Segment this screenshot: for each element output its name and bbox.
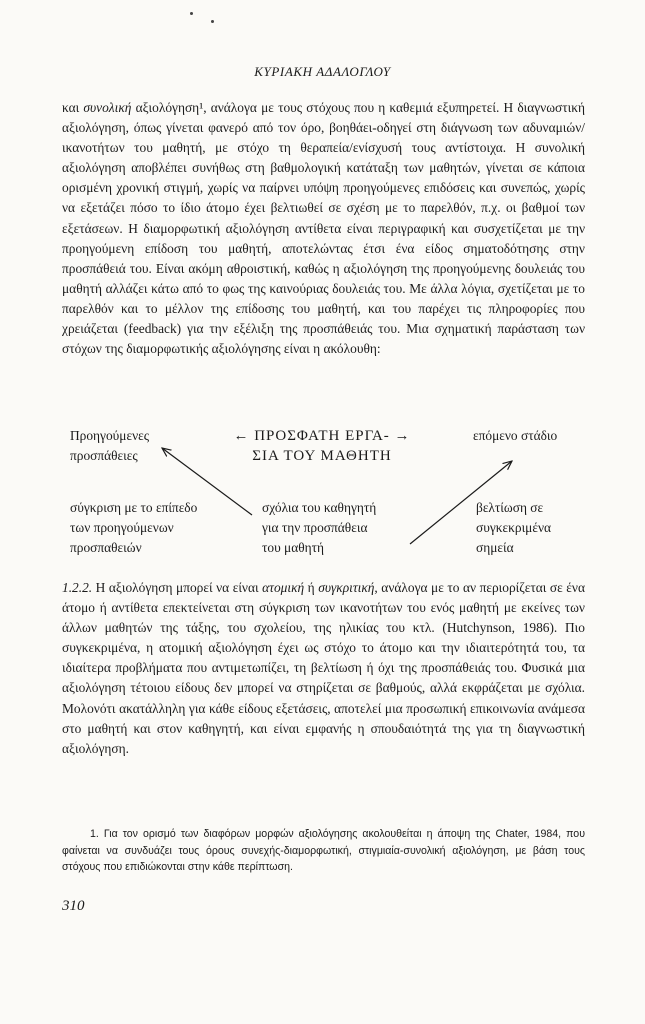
diagram-recent-student-work: ← ΠΡΟΣΦΑΤΗ ΕΡΓΑ- → ΣΙΑ ΤΟΥ ΜΑΘΗΤΗ: [233, 428, 411, 464]
emphasis-synoliki: συνολική: [83, 100, 132, 115]
paragraph-2: [62, 578, 585, 759]
running-header: ΚΥΡΙΑΚΗ ΑΔΑΛΟΓΛΟΥ: [254, 64, 391, 79]
emphasis-sygkritiki: συγκριτική: [318, 580, 375, 595]
section-number: 1.2.2.: [62, 580, 93, 595]
diagram-next-stage: επόμενο στάδιο: [473, 428, 558, 443]
footnote-text: 1. Για τον ορισμό των διαφόρων μορφών αξιολόγησης ακολουθείται η άποψη της Chater, 1984, που φαίνεται να συνδυάζει τους όρους συνεχής-διαμορφωτική, στιγμιαία-συνολική αξιολόγηση, με βάση τους στόχους που επιδιώκονται στην κάθε περίπτωση.: [62, 828, 585, 873]
paragraph-1-text: αξιολόγηση¹, ανάλογα με τους στόχους που η καθεμιά εξυπηρετεί. Η διαγνωστική αξιολόγηση, όπως γίνεται φανερό από τον όρο, βοηθάει-οδηγεί στη διάγνωση των αδυναμιών/ικανοτήτων του μαθητή, με στόχο τη θεραπεία/ενίσχυσή τους αντίστοιχα. Η συνολική αξιολόγηση αποβλέπει συνήθως στη βαθμολογική κατάταξη των μαθητών, γίνεται σε κάποια ορισμένη χρονική στιγμή, χωρίς να παίρνει υπόψη προηγούμενες επιδόσεις και συνεπώς, χωρίς να εξετάζει πόσο το ίδιο άτομο έχει βελτιωθεί σε σχέση με το παρελθόν, π.χ. οι βαθμοί των εξετάσεων. Η διαμορφωτική αξιολόγηση αντίθετα είναι περιγραφική και συσχετίζεται με την προηγούμενη επίδοση του μαθητή, αποτελώντας έτσι ένα είδος σηματοδότησης στην προσπάθειά του. Είναι ακόμη αθροιστική, καθώς η αξιολόγηση της προηγούμενης δουλειάς του μαθητή αλλάζει κάτω από το φως της καινούριας δουλειάς του. Με άλλα λόγια, σχετίζεται με το παρελθόν και το μέλλον της επίδοσης του μαθητή, και του παρέχει τις πληροφορίες που χρειάζεται (feedback) για την εξέλιξη της προσπάθειάς του. Μια σχηματική παράσταση των στόχων της διαμορφωτικής αξιολόγησης είναι η ακόλουθη:: [62, 100, 585, 357]
paragraph-2-text-a: Η αξιολόγηση μπορεί να είναι: [92, 580, 263, 595]
emphasis-atomiki: ατομική: [262, 580, 305, 595]
page-number: 310: [62, 898, 85, 914]
footnote: [62, 826, 585, 876]
diagram-teacher-comments: σχόλια του καθηγητή για την προσπάθεια του μαθητή: [262, 500, 377, 555]
diagram-improvement: βελτίωση σε συγκεκριμένα σημεία: [476, 500, 552, 555]
scan-speck: [211, 20, 214, 23]
diagram-previous-efforts: Προηγούμενες προσπάθειες: [70, 428, 150, 463]
formative-assessment-diagram: [62, 426, 585, 566]
paragraph-1-lead: και: [62, 100, 84, 115]
paragraph-1: [62, 98, 585, 359]
paragraph-2-text-b: ή: [304, 580, 319, 595]
paragraph-2-text-c: , ανάλογα με το αν περιορίζεται σε ένα άτομο ή αντίθετα επεκτείνεται στη σύγκριση των ικανοτήτων του ενός μαθητή με εκείνες των άλλων μαθητών της τάξης, του σχολείου, της ηλικίας του κτλ. (Hutchynson, 1986). Πιο συγκεκριμένα, η ατομική αξιολόγηση έχει ως στόχο το άτομο και την ιδιαιτερότητά του, τα ιδιαίτερα προβλήματα που αντιμετωπίζει, τη βελτίωση ή όχι της προσπάθειάς του. Φυσικά μια αξιολόγηση τέτοιου είδους δεν μπορεί να στηρίζεται σε βαθμούς, αλλά εκφράζεται με σχόλια. Μολονότι ακατάλληλη για κάθε είδους εξετάσεις, αποτελεί μια προσωπική επικοινωνία ανάμεσα στο μαθητή και στον καθηγητή, και είναι εμφανής η σπουδαιότητά της για τη διαγνωστική αξιολόγηση.: [62, 580, 585, 756]
diagram-comparison: σύγκριση με το επίπεδο των προηγούμενων προσπαθειών: [70, 500, 198, 555]
scan-speck: [190, 12, 193, 15]
